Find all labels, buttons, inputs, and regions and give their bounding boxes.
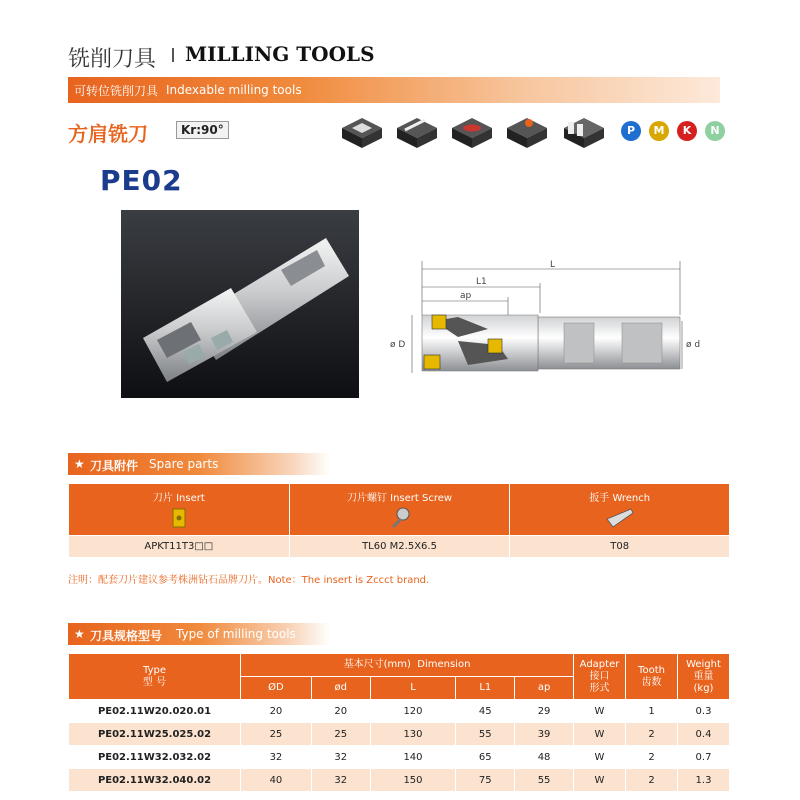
row-ap: 39 xyxy=(515,723,574,746)
insert-header-en: Insert xyxy=(176,493,205,504)
page-title-en: MILLING TOOLS xyxy=(185,42,375,66)
row-d: 25 xyxy=(311,723,370,746)
spec-table xyxy=(68,653,730,792)
row-type: PE02.11W32.032.02 xyxy=(69,746,241,769)
wrench-column-header xyxy=(510,484,730,536)
dimension-header-en: Dimension xyxy=(417,659,471,670)
dim-d-label: ø d xyxy=(686,340,701,350)
row-tooth: 2 xyxy=(626,746,678,769)
type-header xyxy=(69,654,241,700)
adapter-header-cn2: 形式 xyxy=(589,682,610,694)
row-L: 120 xyxy=(370,700,456,723)
row-ap: 55 xyxy=(515,769,574,792)
screw-value: TL60 M2.5X6.5 xyxy=(289,536,510,558)
row-L1: 75 xyxy=(456,769,515,792)
row-type: PE02.11W20.020.01 xyxy=(69,700,241,723)
dim-ap-label: ap xyxy=(460,291,472,301)
star-icon: ★ xyxy=(74,627,85,641)
dim-D-label: ø D xyxy=(390,340,406,350)
face-shoulder-icon xyxy=(560,114,608,150)
row-type: PE02.11W25.025.02 xyxy=(69,723,241,746)
product-photo xyxy=(121,210,359,398)
row-tooth: 2 xyxy=(626,769,678,792)
screw-header-en: Insert Screw xyxy=(390,493,453,504)
subtitle-en: Indexable milling tools xyxy=(166,83,302,97)
tooth-header-en: Tooth xyxy=(638,664,665,676)
row-ap: 48 xyxy=(515,746,574,769)
row-type: PE02.11W32.040.02 xyxy=(69,769,241,792)
tool-category: 方肩铣刀 xyxy=(68,122,148,146)
type-header-cn: 型 号 xyxy=(142,676,167,688)
dim-L-label: L xyxy=(550,260,556,270)
insert-column-header xyxy=(69,484,290,536)
row-D: 32 xyxy=(241,746,312,769)
spare-section-cn: 刀具附件 xyxy=(90,459,139,473)
row-adapter: W xyxy=(574,746,626,769)
insert-icon xyxy=(171,507,187,529)
row-weight: 0.4 xyxy=(678,723,730,746)
row-L1: 45 xyxy=(456,700,515,723)
row-D: 40 xyxy=(241,769,312,792)
weight-header-unit: (kg) xyxy=(693,682,714,694)
wrench-header-cn: 扳手 xyxy=(589,493,610,504)
material-m-icon: M xyxy=(649,121,669,141)
technical-drawing xyxy=(388,255,708,385)
row-L1: 55 xyxy=(456,723,515,746)
row-tooth: 1 xyxy=(626,700,678,723)
screw-header-cn: 刀片螺钉 xyxy=(346,493,387,504)
dim-d-header: ød xyxy=(311,677,370,700)
material-n-icon: N xyxy=(705,121,725,141)
spare-parts-table xyxy=(68,483,730,558)
spec-section-cn: 刀具规格型号 xyxy=(90,629,163,643)
star-icon: ★ xyxy=(74,457,85,471)
row-d: 32 xyxy=(311,769,370,792)
title-separator xyxy=(172,48,174,62)
row-weight: 0.3 xyxy=(678,700,730,723)
row-weight: 1.3 xyxy=(678,769,730,792)
adapter-header-cn1: 接口 xyxy=(589,670,610,682)
tooth-header-cn: 齿数 xyxy=(641,676,662,688)
spare-section-en: Spare parts xyxy=(149,457,219,471)
material-k-icon: K xyxy=(677,121,697,141)
table-row xyxy=(69,746,730,769)
slot-milling-icon xyxy=(338,114,386,150)
wrench-value: T08 xyxy=(510,536,730,558)
wrench-header-en: Wrench xyxy=(612,493,651,504)
dimension-header xyxy=(241,654,574,677)
row-L1: 65 xyxy=(456,746,515,769)
insert-note: 注明：配套刀片建议参考株洲钻石品牌刀片。Note：The insert is Zccct brand. xyxy=(68,575,430,586)
dim-L1-label: L1 xyxy=(476,277,487,287)
dim-D-header: ØD xyxy=(241,677,312,700)
row-D: 25 xyxy=(241,723,312,746)
row-L: 150 xyxy=(370,769,456,792)
table-row xyxy=(69,769,730,792)
adapter-header-en: Adapter xyxy=(579,658,620,670)
table-row xyxy=(69,723,730,746)
dimension-header-cn: 基本尺寸(mm) xyxy=(343,659,411,670)
weight-header xyxy=(678,654,730,700)
tooth-header xyxy=(626,654,678,700)
dim-L1-header: L1 xyxy=(456,677,515,700)
row-d: 32 xyxy=(311,746,370,769)
row-adapter: W xyxy=(574,700,626,723)
row-adapter: W xyxy=(574,723,626,746)
ramping-icon xyxy=(503,114,551,150)
screw-column-header xyxy=(289,484,510,536)
model-name: PE02 xyxy=(100,164,183,197)
row-L: 130 xyxy=(370,723,456,746)
row-ap: 29 xyxy=(515,700,574,723)
material-p-icon: P xyxy=(621,121,641,141)
row-d: 20 xyxy=(311,700,370,723)
spec-section-en: Type of milling tools xyxy=(176,627,296,641)
wrench-icon xyxy=(605,507,635,529)
groove-icon xyxy=(393,114,441,150)
row-tooth: 2 xyxy=(626,723,678,746)
dim-ap-header: ap xyxy=(515,677,574,700)
weight-header-cn: 重量 xyxy=(693,670,714,682)
row-L: 140 xyxy=(370,746,456,769)
dim-L-header: L xyxy=(370,677,456,700)
subtitle-cn: 可转位铣削刀具 xyxy=(74,84,159,98)
pocket-icon xyxy=(448,114,496,150)
screw-icon xyxy=(389,507,411,529)
weight-header-en: Weight xyxy=(686,658,721,670)
row-D: 20 xyxy=(241,700,312,723)
type-header-en: Type xyxy=(143,664,166,676)
insert-header-cn: 刀片 xyxy=(152,493,173,504)
kr-angle-badge: Kr:90° xyxy=(176,121,229,139)
row-weight: 0.7 xyxy=(678,746,730,769)
table-row xyxy=(69,700,730,723)
page-title-cn: 铣削刀具 xyxy=(68,47,157,72)
insert-value: APKT11T3□□ xyxy=(69,536,290,558)
adapter-header xyxy=(574,654,626,700)
row-adapter: W xyxy=(574,769,626,792)
